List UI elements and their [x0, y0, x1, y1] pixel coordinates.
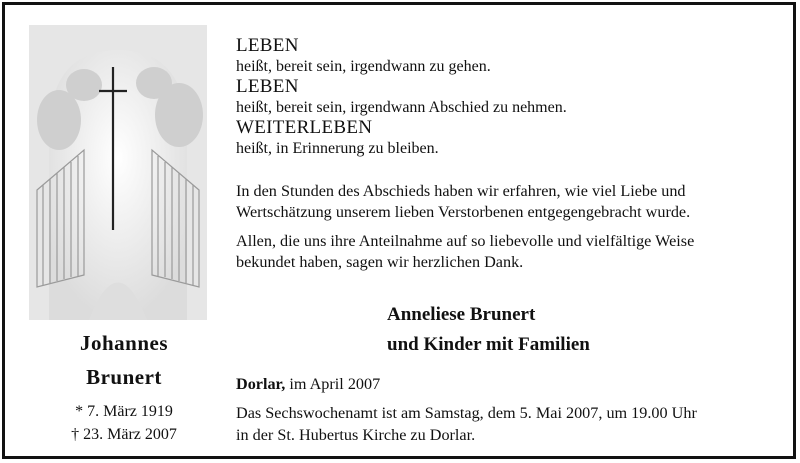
poem-line: heißt, bereit sein, irgendwann Abschied zu nehmen. — [236, 99, 567, 116]
thanks-line: Allen, die uns ihre Anteilnahme auf so liebevolle und vielfältige Weise — [236, 232, 695, 250]
poem-line: LEBEN — [236, 76, 299, 97]
deceased-last-name: Brunert — [86, 365, 162, 389]
place: Dorlar, — [236, 375, 286, 393]
thanks-paragraph-2 — [236, 231, 781, 273]
date: im April 2007 — [285, 375, 381, 393]
signature — [387, 300, 590, 360]
poem — [236, 35, 786, 158]
poem-line: WEITERLEBEN — [236, 117, 373, 138]
cross-gate-icon — [29, 25, 207, 320]
obituary-frame — [2, 2, 796, 459]
poem-line: heißt, in Erinnerung zu bleiben. — [236, 140, 439, 157]
place-date — [236, 374, 380, 395]
thanks-line: bekundet haben, sagen wir herzlichen Dank. — [236, 253, 524, 271]
thanks-paragraph-1 — [236, 181, 781, 223]
deceased-first-name: Johannes — [79, 331, 169, 355]
poem-line: LEBEN — [236, 35, 299, 56]
mass-line-1: Das Sechswochenamt ist am Samstag, dem 5. Mai 2007, um 19.00 Uhr — [236, 404, 697, 422]
signature-line: Anneliese Brunert — [387, 304, 536, 325]
thanks-line: Wertschätzung unserem lieben Verstorbenen entgegengebracht wurde. — [236, 203, 691, 221]
birth-date: * 7. März 1919 — [75, 403, 173, 420]
signature-line: und Kinder mit Familien — [387, 334, 590, 355]
mass-line-2: in der St. Hubertus Kirche zu Dorlar. — [236, 426, 476, 444]
thanks-line: In den Stunden des Abschieds haben wir erfahren, wie viel Liebe und — [236, 182, 686, 200]
poem-line: heißt, bereit sein, irgendwann zu gehen. — [236, 58, 491, 75]
death-date: † 23. März 2007 — [71, 426, 177, 443]
